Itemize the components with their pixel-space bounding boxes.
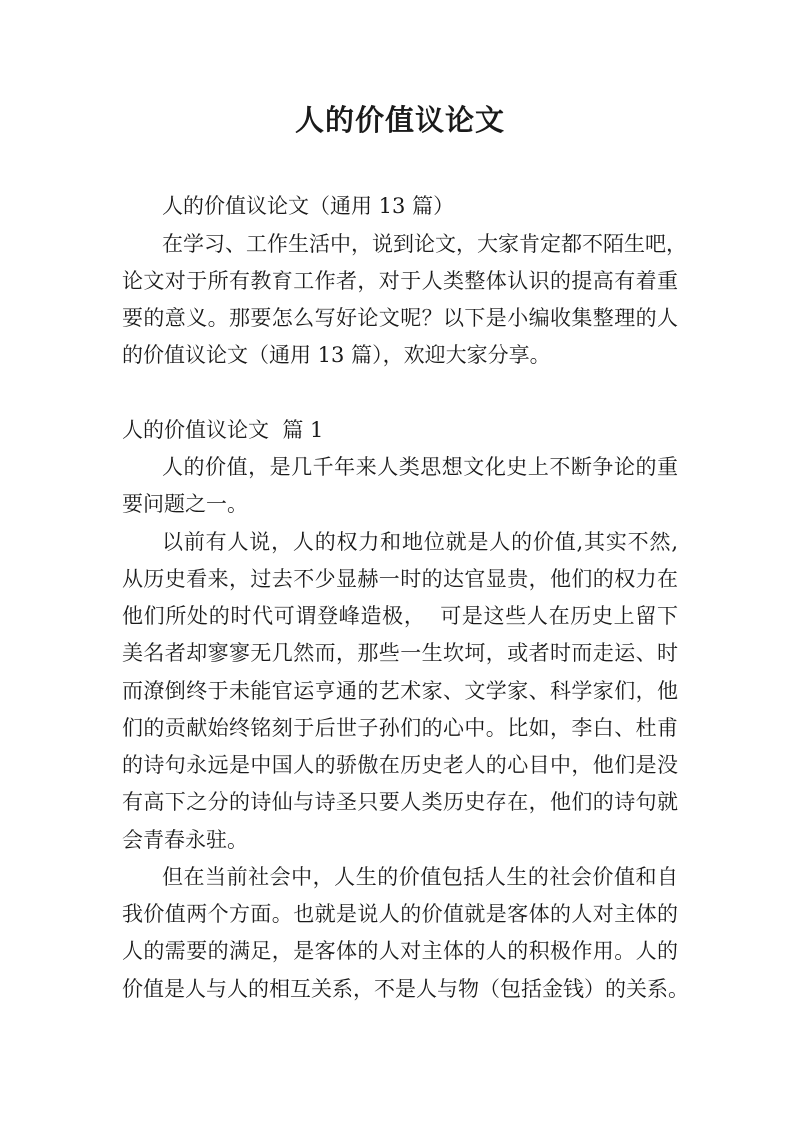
body-line: 人的需要的满足，是客体的人对主体的人的积极作用。人的 [122, 939, 678, 963]
body-line: 价值是人与人的相互关系，不是人与物（包括金钱）的关系。 [122, 977, 689, 1001]
body-line: 们的贡献始终铭刻于后世子孙们的心中。比如，李白、杜甫 [122, 716, 678, 740]
intro-line: 要的意义。那要怎么写好论文呢？以下是小编收集整理的人 [122, 306, 678, 330]
document-title: 人的价值议论文 [294, 103, 505, 137]
body-line: 美名者却寥寥无几然而，那些一生坎坷，或者时而走运、时 [122, 641, 678, 665]
body-line: 会青春永驻。 [122, 828, 248, 852]
body-line: 他们所处的时代可谓登峰造极， 可是这些人在历史上留下 [122, 604, 678, 628]
body-line: 从历史看来，过去不少显赫一时的达官显贵，他们的权力在 [122, 567, 678, 591]
body-line: 以前有人说，人的权力和地位就是人的价值,其实不然, [162, 530, 678, 554]
body-line: 我价值两个方面。也就是说人的价值就是客体的人对主体的 [122, 902, 678, 926]
body-line: 有高下之分的诗仙与诗圣只要人类历史存在，他们的诗句就 [122, 790, 678, 814]
intro-line: 的价值议论文（通用 13 篇），欢迎大家分享。 [122, 343, 551, 367]
body-line: 人的价值，是几千年来人类思想文化史上不断争论的重 [162, 455, 678, 479]
body-line: 要问题之一。 [122, 492, 248, 516]
body-line: 而潦倒终于未能官运亨通的艺术家、文学家、科学家们，他 [122, 679, 678, 703]
section-heading: 人的价值议论文 篇 1 [122, 418, 324, 442]
intro-line: 论文对于所有教育工作者，对于人类整体认识的提高有着重 [122, 269, 678, 293]
body-line: 的诗句永远是中国人的骄傲在历史老人的心目中，他们是没 [122, 753, 678, 777]
intro-line: 人的价值议论文（通用 13 篇） [162, 194, 455, 218]
intro-line: 在学习、工作生活中，说到论文，大家肯定都不陌生吧， [162, 232, 687, 256]
body-line: 但在当前社会中，人生的价值包括人生的社会价值和自 [162, 865, 678, 889]
